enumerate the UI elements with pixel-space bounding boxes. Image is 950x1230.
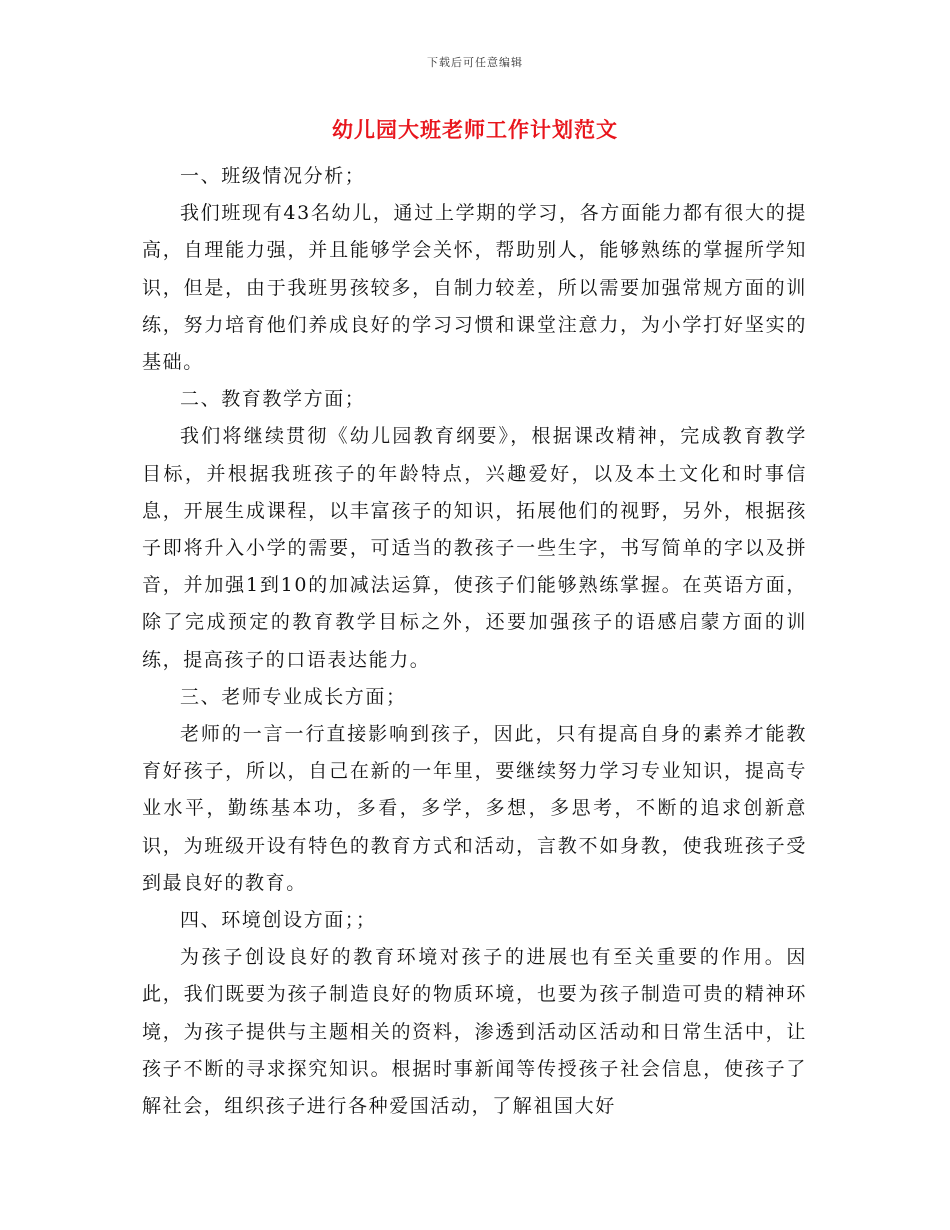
paragraph-teacher-growth: 老师的一言一行直接影响到孩子，因此，只有提高自身的素养才能教育好孩子，所以，自己在新的一年里，要继续努力学习专业知识，提高专业水平，勤练基本功，多看，多学，多想，多思考，不断的追求创新意识，为班级开设有特色的教育方式和活动，言教不如身教，使我班孩子受到最良好的教育。: [142, 723, 807, 894]
section-heading-class-analysis: 一、班级情况分析；: [180, 165, 366, 187]
paragraph-class-analysis: 我们班现有43名幼儿，通过上学期的学习，各方面能力都有很大的提高，自理能力强，并且能够学会关怀，帮助别人，能够熟练的掌握所学知识，但是，由于我班男孩较多，自制力较差，所以需要加强常规方面的训练，努力培育他们养成良好的学习习惯和课堂注意力，为小学打好坚实的基础。: [142, 202, 807, 374]
document-title: 幼儿园大班老师工作计划范文: [332, 117, 618, 142]
section-heading-teaching: 二、教育教学方面；: [180, 388, 366, 411]
header-note: 下载后可任意编辑: [427, 56, 523, 69]
paragraph-teaching: 我们将继续贯彻《幼儿园教育纲要》，根据课改精神，完成教育教学目标，并根据我班孩子的年龄特点，兴趣爱好，以及本土文化和时事信息，开展生成课程，以丰富孩子的知识，拓展他们的视野，另外，根据孩子即将升入小学的需要，可适当的教孩子一些生字，书写简单的字以及拼音，并加强1到10的加减法运算，使孩子们能够熟练掌握。在英语方面，除了完成预定的教育教学目标之外，还要加强孩子的语感启蒙方面的训练，提高孩子的口语表达能力。: [142, 425, 807, 671]
section-heading-environment: 四、环境创设方面；；: [180, 909, 377, 932]
section-heading-teacher-growth: 三、老师专业成长方面；: [180, 685, 407, 708]
paragraph-environment: 为孩子创设良好的教育环境对孩子的进展也有至关重要的作用。因此，我们既要为孩子制造良好的物质环境，也要为孩子制造可贵的精神环境，为孩子提供与主题相关的资料，渗透到活动区活动和日常生活中，让孩子不断的寻求探究知识。根据时事新闻等传授孩子社会信息，使孩子了解社会，组织孩子进行各种爱国活动，了解祖国大好: [142, 946, 807, 1118]
document-body: [142, 158, 807, 1125]
